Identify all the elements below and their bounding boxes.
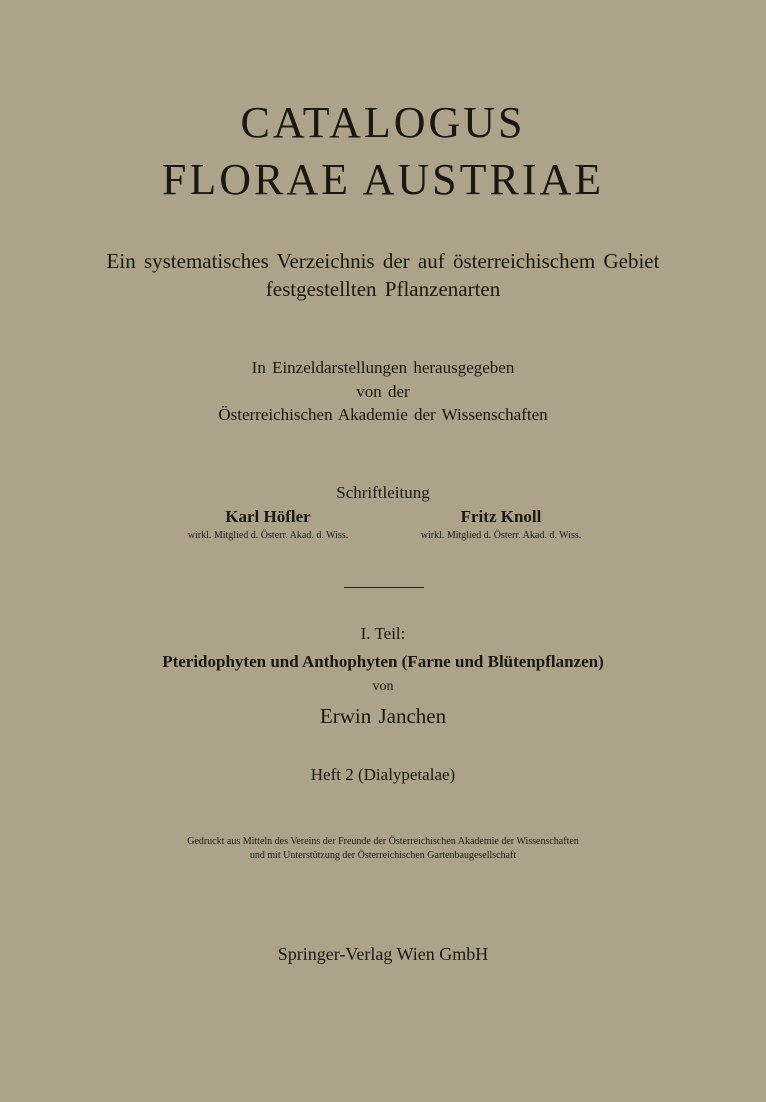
editor-role: wirkl. Mitglied d. Österr. Akad. d. Wiss. xyxy=(187,530,349,542)
subtitle-line-1: Ein systematisches Verzeichnis der auf österreichischem Gebiet xyxy=(106,249,660,273)
title-line-1: CATALOGUS xyxy=(240,98,526,147)
part-title: Pteridophyten und Anthophyten (Farne und Blütenpflanzen) xyxy=(162,652,604,671)
funding-line-1: Gedruckt aus Mitteln des Vereins der Freunde der Österreichischen Akademie der Wissenschaften xyxy=(187,836,579,847)
editor-right xyxy=(403,507,599,542)
author-name: Erwin Janchen xyxy=(319,704,447,728)
editorship-heading: Schriftleitung xyxy=(336,483,430,502)
editor-name: Karl Höfler xyxy=(225,507,311,526)
issued-line-1: In Einzeldarstellungen herausgegeben xyxy=(251,358,515,377)
issue-label: Heft 2 (Dialypetalae) xyxy=(310,765,456,784)
part-label: I. Teil: xyxy=(360,624,406,643)
editor-name: Fritz Knoll xyxy=(460,507,542,526)
funding-line-2: und mit Unterstützung der Österreichischen Gartenbaugesellschaft xyxy=(249,850,517,861)
subtitle-line-2: festgestellten Pflanzenarten xyxy=(265,277,501,301)
divider-rule xyxy=(344,587,424,588)
title-line-2: FLORAE AUSTRIAE xyxy=(161,155,605,204)
publisher-name: Springer-Verlag Wien GmbH xyxy=(277,944,489,964)
editor-left xyxy=(170,507,366,542)
by-label: von xyxy=(372,679,394,694)
issued-line-3: Österreichischen Akademie der Wissenschaften xyxy=(218,405,548,424)
issued-line-2: von der xyxy=(356,382,410,401)
editor-role: wirkl. Mitglied d. Österr. Akad. d. Wiss. xyxy=(420,530,582,542)
